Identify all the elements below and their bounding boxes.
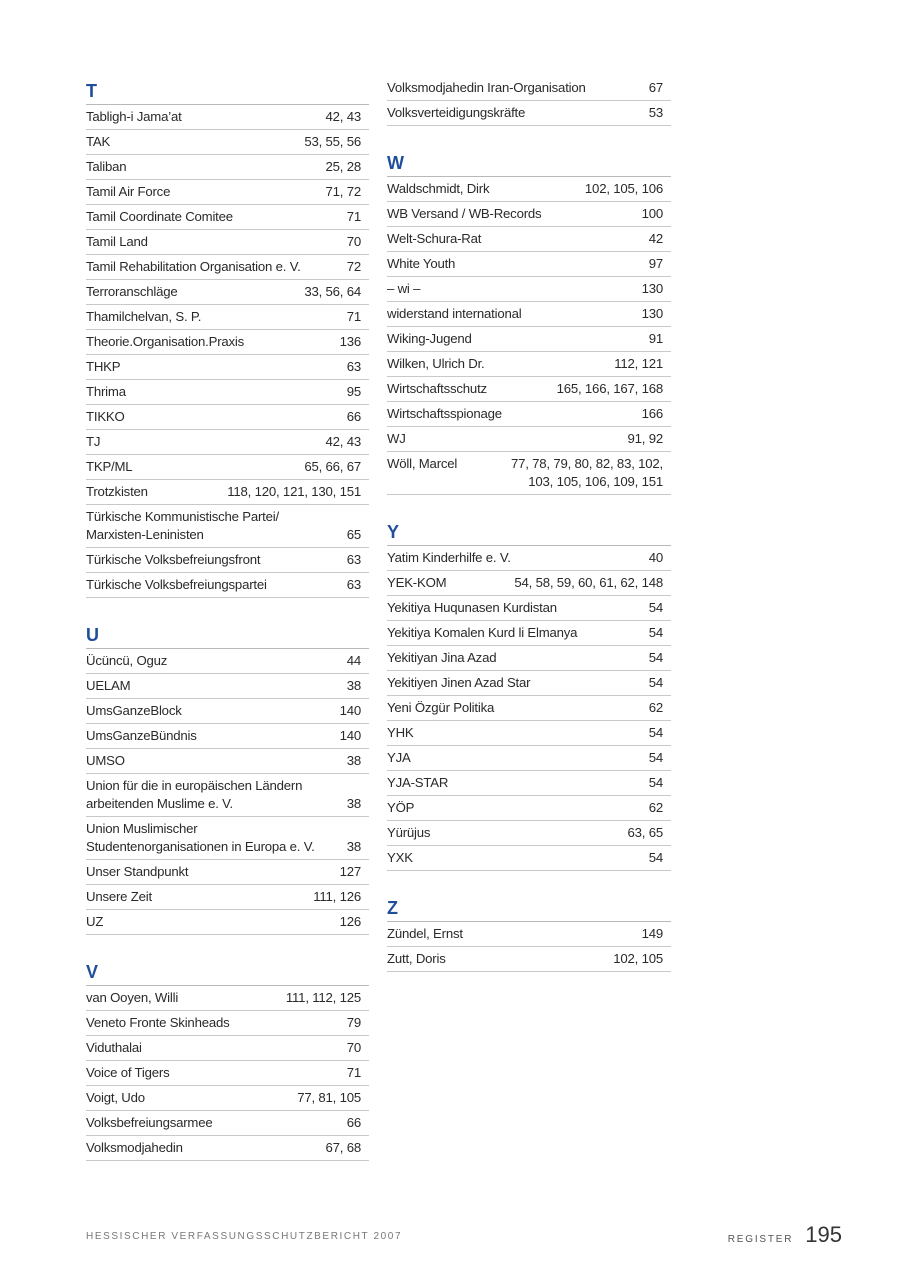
index-entry [86, 1036, 369, 1061]
index-entry [86, 405, 369, 430]
entry-term: Wiking-Jugend [387, 331, 472, 346]
entry-term: widerstand international [387, 306, 522, 321]
page-number: 195 [805, 1222, 842, 1247]
entry-term: Wirtschaftsspionage [387, 406, 502, 421]
section-letter: W [387, 150, 671, 177]
entry-term: Tamil Land [86, 234, 148, 249]
entry-pages: 70 [346, 1040, 361, 1055]
entry-term: YHK [387, 725, 414, 740]
entry-pages: 63, 65 [627, 825, 663, 840]
index-entry [86, 355, 369, 380]
entry-term: Tabligh-i Jama’at [86, 109, 182, 124]
entry-term: Wirtschaftsschutz [387, 381, 487, 396]
index-entry [86, 885, 369, 910]
entry-pages: 66 [346, 1115, 361, 1130]
index-entry [86, 105, 369, 130]
index-entry [387, 821, 671, 846]
entry-term: YXK [387, 850, 413, 865]
index-entry [86, 130, 369, 155]
entry-term: Thamilchelvan, S. P. [86, 309, 202, 324]
index-entry [387, 947, 671, 972]
index-entry [86, 649, 369, 674]
entry-term: WB Versand / WB-Records [387, 206, 542, 221]
entry-pages: 42 [648, 231, 663, 246]
entry-pages: 71 [346, 209, 361, 224]
index-section [387, 76, 671, 126]
index-entry [86, 749, 369, 774]
index-entry [86, 330, 369, 355]
index-entry [387, 101, 671, 126]
entry-term: Volksverteidigungskräfte [387, 105, 526, 120]
entry-term: UmsGanzeBündnis [86, 728, 197, 743]
entry-pages: 38 [346, 796, 361, 811]
entry-pages: 65 [346, 527, 361, 542]
entry-term: van Ooyen, Willi [86, 990, 179, 1005]
entry-pages: 54, 58, 59, 60, 61, 62, 148 [514, 575, 663, 590]
entry-pages: 63 [346, 577, 361, 592]
index-entry [86, 1111, 369, 1136]
index-section [86, 78, 369, 598]
index-entry [86, 305, 369, 330]
entry-term: UmsGanzeBlock [86, 703, 182, 718]
entry-term: Zündel, Ernst [387, 926, 463, 941]
entry-term: Welt-Schura-Rat [387, 231, 482, 246]
index-entry [86, 1011, 369, 1036]
entry-pages: 40 [648, 550, 663, 565]
entry-pages: 111, 112, 125 [285, 990, 361, 1005]
entry-term: YÖP [387, 800, 415, 815]
entry-pages: 54 [648, 775, 663, 790]
entry-pages: 102, 105 [613, 951, 663, 966]
section-letter: T [86, 78, 369, 105]
entry-pages: 65, 66, 67 [304, 459, 361, 474]
page-footer [728, 1222, 842, 1248]
index-section [86, 959, 369, 1161]
entry-term: Voice of Tigers [86, 1065, 170, 1080]
entry-pages: 91, 92 [627, 431, 663, 446]
index-entry [387, 746, 671, 771]
entry-pages: 77, 81, 105 [297, 1090, 361, 1105]
entry-pages: 127 [339, 864, 361, 879]
entry-term: UZ [86, 914, 104, 929]
entry-term: Tamil Coordinate Comitee [86, 209, 233, 224]
index-entry [387, 227, 671, 252]
entry-pages: 71, 72 [325, 184, 361, 199]
entry-term: Volksmodjahedin [86, 1140, 183, 1155]
index-entry [86, 280, 369, 305]
entry-pages: 62 [648, 800, 663, 815]
entry-pages: 54 [648, 625, 663, 640]
entry-term: Türkische Volksbefreiungspartei [86, 577, 267, 592]
entry-pages: 140 [339, 728, 361, 743]
index-entry [86, 1061, 369, 1086]
entry-pages: 54 [648, 750, 663, 765]
entry-pages: 53 [648, 105, 663, 120]
entry-pages: 118, 120, 121, 130, 151 [227, 484, 361, 499]
entry-pages: 126 [339, 914, 361, 929]
entry-term: Zutt, Doris [387, 951, 446, 966]
entry-term: TJ [86, 434, 101, 449]
index-entry [86, 430, 369, 455]
entry-term: Unsere Zeit [86, 889, 152, 904]
index-entry [387, 202, 671, 227]
index-entry [86, 205, 369, 230]
index-entry [387, 846, 671, 871]
entry-term: Volksbefreiungsarmee [86, 1115, 213, 1130]
index-entry [387, 596, 671, 621]
index-section [387, 895, 671, 972]
entry-pages: 95 [346, 384, 361, 399]
entry-term: THKP [86, 359, 121, 374]
entry-pages: 66 [346, 409, 361, 424]
entry-pages: 44 [346, 653, 361, 668]
entry-term: Union Muslimischer Studentenorganisationen in Europa e. V. [86, 821, 315, 854]
entry-term: TIKKO [86, 409, 125, 424]
entry-term: YEK-KOM [387, 575, 447, 590]
entry-term: Tamil Rehabilitation Organisation e. V. [86, 259, 301, 274]
index-entry [86, 724, 369, 749]
index-entry [387, 452, 671, 495]
index-entry [387, 571, 671, 596]
entry-term: UELAM [86, 678, 131, 693]
entry-term: Yeni Özgür Politika [387, 700, 495, 715]
index-entry [387, 76, 671, 101]
index-entry [387, 796, 671, 821]
index-entry [86, 573, 369, 598]
index-entry [387, 352, 671, 377]
section-label: REGISTER [727, 1234, 794, 1245]
index-entry [86, 155, 369, 180]
entry-term: Theorie.Organisation.Praxis [86, 334, 245, 349]
entry-pages: 54 [648, 725, 663, 740]
entry-pages: 97 [648, 256, 663, 271]
entry-term: UMSO [86, 753, 125, 768]
entry-pages: 42, 43 [325, 109, 361, 124]
entry-term: White Youth [387, 256, 456, 271]
index-column-left [86, 76, 369, 1161]
entry-pages: 165, 166, 167, 168 [556, 381, 663, 396]
section-letter: U [86, 622, 369, 649]
entry-pages: 149 [641, 926, 663, 941]
index-entry [86, 1136, 369, 1161]
index-entry [387, 252, 671, 277]
entry-pages: 71 [346, 1065, 361, 1080]
index-entry [387, 302, 671, 327]
entry-term: – wi – [387, 281, 421, 296]
entry-pages: 136 [339, 334, 361, 349]
entry-term: Volksmodjahedin Iran-Organisation [387, 80, 586, 95]
entry-pages: 62 [648, 700, 663, 715]
entry-term: Unser Standpunkt [86, 864, 189, 879]
entry-term: TKP/ML [86, 459, 133, 474]
entry-pages: 70 [346, 234, 361, 249]
entry-pages: 77, 78, 79, 80, 82, 83, 102, 103, 105, 106, 109, 151 [510, 456, 663, 489]
entry-term: YJA [387, 750, 411, 765]
entry-term: Trotzkisten [86, 484, 148, 499]
entry-term: Taliban [86, 159, 127, 174]
index-entry [86, 230, 369, 255]
entry-pages: 130 [641, 281, 663, 296]
index-entry [387, 771, 671, 796]
index-entry [86, 910, 369, 935]
section-letter: V [86, 959, 369, 986]
index-entry [387, 327, 671, 352]
index-section [387, 150, 671, 495]
index-entry [387, 922, 671, 947]
entry-pages: 71 [346, 309, 361, 324]
entry-term: Wilken, Ulrich Dr. [387, 356, 485, 371]
entry-term: Türkische Volksbefreiungsfront [86, 552, 261, 567]
entry-pages: 166 [641, 406, 663, 421]
entry-pages: 54 [648, 600, 663, 615]
index-entry [86, 255, 369, 280]
entry-pages: 79 [346, 1015, 361, 1030]
index-entry [387, 377, 671, 402]
entry-term: Yekitiya Huqunasen Kurdistan [387, 600, 557, 615]
index-entry [86, 180, 369, 205]
index-entry [387, 671, 671, 696]
index-entry [86, 455, 369, 480]
entry-term: Voigt, Udo [86, 1090, 145, 1105]
index-entry [387, 621, 671, 646]
index-entry [86, 380, 369, 405]
entry-pages: 91 [648, 331, 663, 346]
entry-pages: 112, 121 [614, 356, 663, 371]
entry-pages: 54 [648, 650, 663, 665]
entry-term: Terroranschläge [86, 284, 178, 299]
entry-pages: 72 [346, 259, 361, 274]
index-entry [86, 699, 369, 724]
entry-term: Yekitiyen Jinen Azad Star [387, 675, 531, 690]
index-entry [387, 696, 671, 721]
entry-pages: 67, 68 [325, 1140, 361, 1155]
entry-term: Yatim Kinderhilfe e. V. [387, 550, 511, 565]
index-entry [86, 986, 369, 1011]
publication-title: HESSISCHER VERFASSUNGSSCHUTZBERICHT 2007 [86, 1231, 403, 1242]
entry-term: Türkische Kommunistische Partei/ Marxisten-Leninisten [86, 509, 279, 542]
entry-pages: 54 [648, 850, 663, 865]
entry-term: Veneto Fronte Skinheads [86, 1015, 230, 1030]
entry-term: Viduthalai [86, 1040, 142, 1055]
entry-pages: 111, 126 [313, 889, 361, 904]
entry-pages: 100 [641, 206, 663, 221]
entry-term: Waldschmidt, Dirk [387, 181, 490, 196]
entry-term: Union für die in europäischen Ländern arbeitenden Muslime e. V. [86, 778, 303, 811]
index-section [86, 622, 369, 935]
entry-term: Ücüncü, Oguz [86, 653, 168, 668]
entry-pages: 67 [648, 80, 663, 95]
entry-pages: 33, 56, 64 [304, 284, 361, 299]
index-entry [387, 721, 671, 746]
entry-term: TAK [86, 134, 111, 149]
index-entry [86, 817, 369, 860]
entry-pages: 53, 55, 56 [304, 134, 361, 149]
index-entry [86, 860, 369, 885]
entry-pages: 38 [346, 753, 361, 768]
entry-term: Wöll, Marcel [387, 456, 458, 471]
entry-term: Thrima [86, 384, 126, 399]
index-entry [387, 427, 671, 452]
index-entry [86, 674, 369, 699]
index-entry [387, 546, 671, 571]
entry-term: WJ [387, 431, 406, 446]
index-entry [86, 505, 369, 548]
section-letter: Z [387, 895, 671, 922]
section-letter: Y [387, 519, 671, 546]
entry-term: Yekitiyan Jina Azad [387, 650, 497, 665]
index-entry [86, 480, 369, 505]
entry-pages: 130 [641, 306, 663, 321]
index-entry [387, 277, 671, 302]
index-entry [86, 1086, 369, 1111]
index-column-right [387, 76, 671, 972]
entry-pages: 54 [648, 675, 663, 690]
index-entry [86, 548, 369, 573]
entry-term: Yekitiya Komalen Kurd li Elmanya [387, 625, 578, 640]
index-entry [86, 774, 369, 817]
entry-pages: 38 [346, 678, 361, 693]
entry-pages: 63 [346, 359, 361, 374]
index-section [387, 519, 671, 871]
entry-pages: 25, 28 [325, 159, 361, 174]
entry-term: Tamil Air Force [86, 184, 171, 199]
index-entry [387, 646, 671, 671]
index-entry [387, 177, 671, 202]
entry-pages: 42, 43 [325, 434, 361, 449]
entry-pages: 63 [346, 552, 361, 567]
entry-pages: 102, 105, 106 [584, 181, 663, 196]
index-entry [387, 402, 671, 427]
entry-pages: 140 [339, 703, 361, 718]
entry-term: Yürüjus [387, 825, 431, 840]
entry-pages: 38 [346, 839, 361, 854]
entry-term: YJA-STAR [387, 775, 449, 790]
